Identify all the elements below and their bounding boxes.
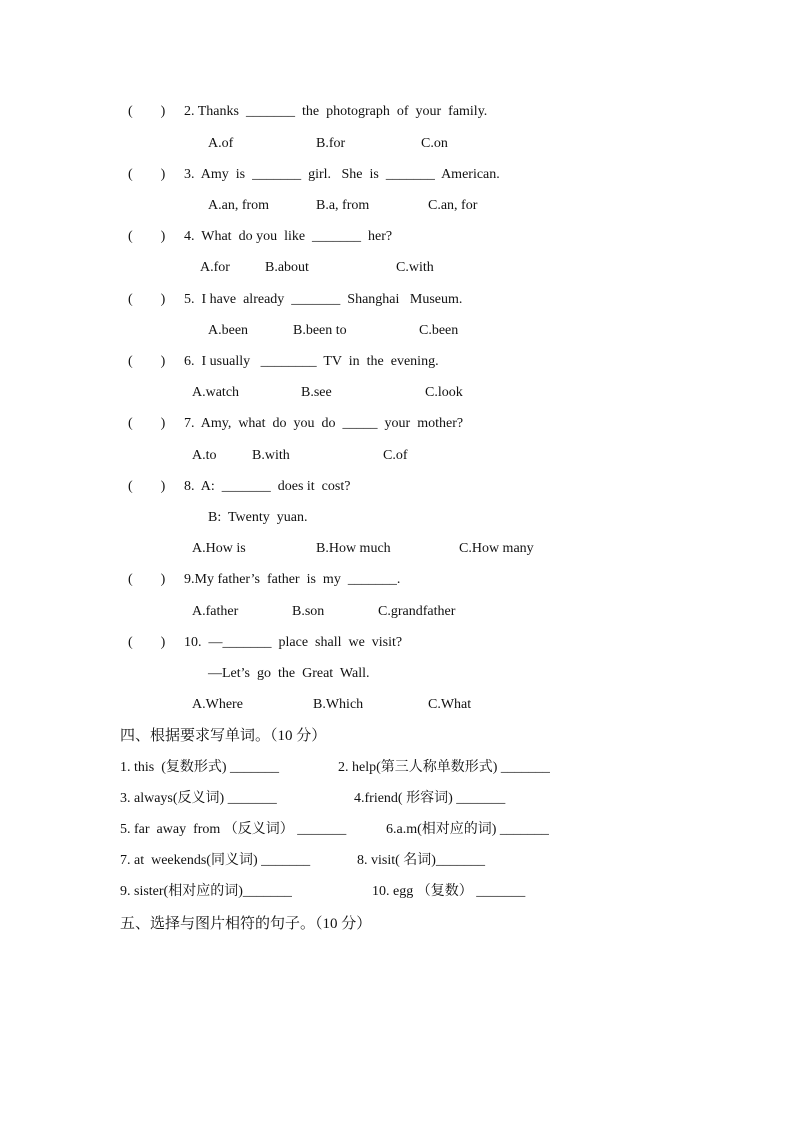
answer-paren: ( ) bbox=[128, 229, 166, 244]
section-heading: 五、选择与图片相符的句子。（10 分） bbox=[120, 916, 372, 932]
question-stem: 6. I usually ________ TV in the evening. bbox=[184, 354, 439, 369]
word-item: 8. visit( 名词)_______ bbox=[357, 853, 485, 868]
question-stem: 7. Amy, what do you do _____ your mother? bbox=[184, 416, 464, 431]
option-a: A.been bbox=[208, 323, 249, 338]
option-c: C.been bbox=[419, 323, 459, 338]
option-b: B.with bbox=[252, 448, 290, 463]
option-a: A.How is bbox=[192, 541, 246, 556]
option-a: A.an, from bbox=[208, 198, 270, 213]
answer-paren: ( ) bbox=[128, 292, 166, 307]
option-b: B.see bbox=[301, 385, 332, 400]
option-c: C.an, for bbox=[428, 198, 478, 213]
option-a: A.to bbox=[192, 448, 217, 463]
word-item: 6.a.m(相对应的词) _______ bbox=[386, 822, 549, 837]
option-c: C.What bbox=[428, 697, 472, 712]
option-c: C.grandfather bbox=[378, 604, 456, 619]
answer-paren: ( ) bbox=[128, 479, 166, 494]
option-a: A.Where bbox=[192, 697, 243, 712]
option-b: B.been to bbox=[293, 323, 347, 338]
question-stem: 9.My father’s father is my _______. bbox=[184, 572, 401, 587]
question-stem: 8. A: _______ does it cost? bbox=[184, 479, 351, 494]
option-c: C.with bbox=[396, 260, 434, 275]
option-c: C.of bbox=[383, 448, 408, 463]
word-item: 3. always(反义词) _______ bbox=[120, 791, 277, 806]
answer-paren: ( ) bbox=[128, 416, 166, 431]
word-item: 2. help(第三人称单数形式) _______ bbox=[338, 760, 550, 775]
option-b: B.a, from bbox=[316, 198, 370, 213]
option-b: B.about bbox=[265, 260, 309, 275]
option-b: B.How much bbox=[316, 541, 391, 556]
answer-paren: ( ) bbox=[128, 104, 166, 119]
question-stem: 2. Thanks _______ the photograph of your family. bbox=[184, 104, 488, 119]
question-stem: 5. I have already _______ Shanghai Museum. bbox=[184, 292, 463, 307]
answer-paren: ( ) bbox=[128, 167, 166, 182]
question-sub-line: B: Twenty yuan. bbox=[208, 510, 308, 525]
word-item: 1. this (复数形式) _______ bbox=[120, 760, 280, 775]
question-sub-line: —Let’s go the Great Wall. bbox=[208, 666, 370, 681]
question-stem: 4. What do you like _______ her? bbox=[184, 229, 393, 244]
word-item: 7. at weekends(同义词) _______ bbox=[120, 853, 311, 868]
option-a: A.for bbox=[200, 260, 230, 275]
word-item: 5. far away from （反义词） _______ bbox=[120, 822, 347, 837]
question-stem: 3. Amy is _______ girl. She is _______ American. bbox=[184, 167, 500, 182]
option-b: B.son bbox=[292, 604, 325, 619]
answer-paren: ( ) bbox=[128, 635, 166, 650]
question-stem: 10. —_______ place shall we visit? bbox=[184, 635, 403, 650]
option-b: B.Which bbox=[313, 697, 364, 712]
option-a: A.watch bbox=[192, 385, 240, 400]
section-heading: 四、根据要求写单词。（10 分） bbox=[120, 728, 327, 744]
word-item: 4.friend( 形容词) _______ bbox=[354, 791, 506, 806]
answer-paren: ( ) bbox=[128, 354, 166, 369]
answer-paren: ( ) bbox=[128, 572, 166, 587]
option-c: C.How many bbox=[459, 541, 534, 556]
word-item: 9. sister(相对应的词)_______ bbox=[120, 884, 292, 899]
option-a: A.father bbox=[192, 604, 239, 619]
option-b: B.for bbox=[316, 136, 346, 151]
word-item: 10. egg （复数） _______ bbox=[372, 884, 526, 899]
option-c: C.on bbox=[421, 136, 448, 151]
option-a: A.of bbox=[208, 136, 234, 151]
option-c: C.look bbox=[425, 385, 463, 400]
